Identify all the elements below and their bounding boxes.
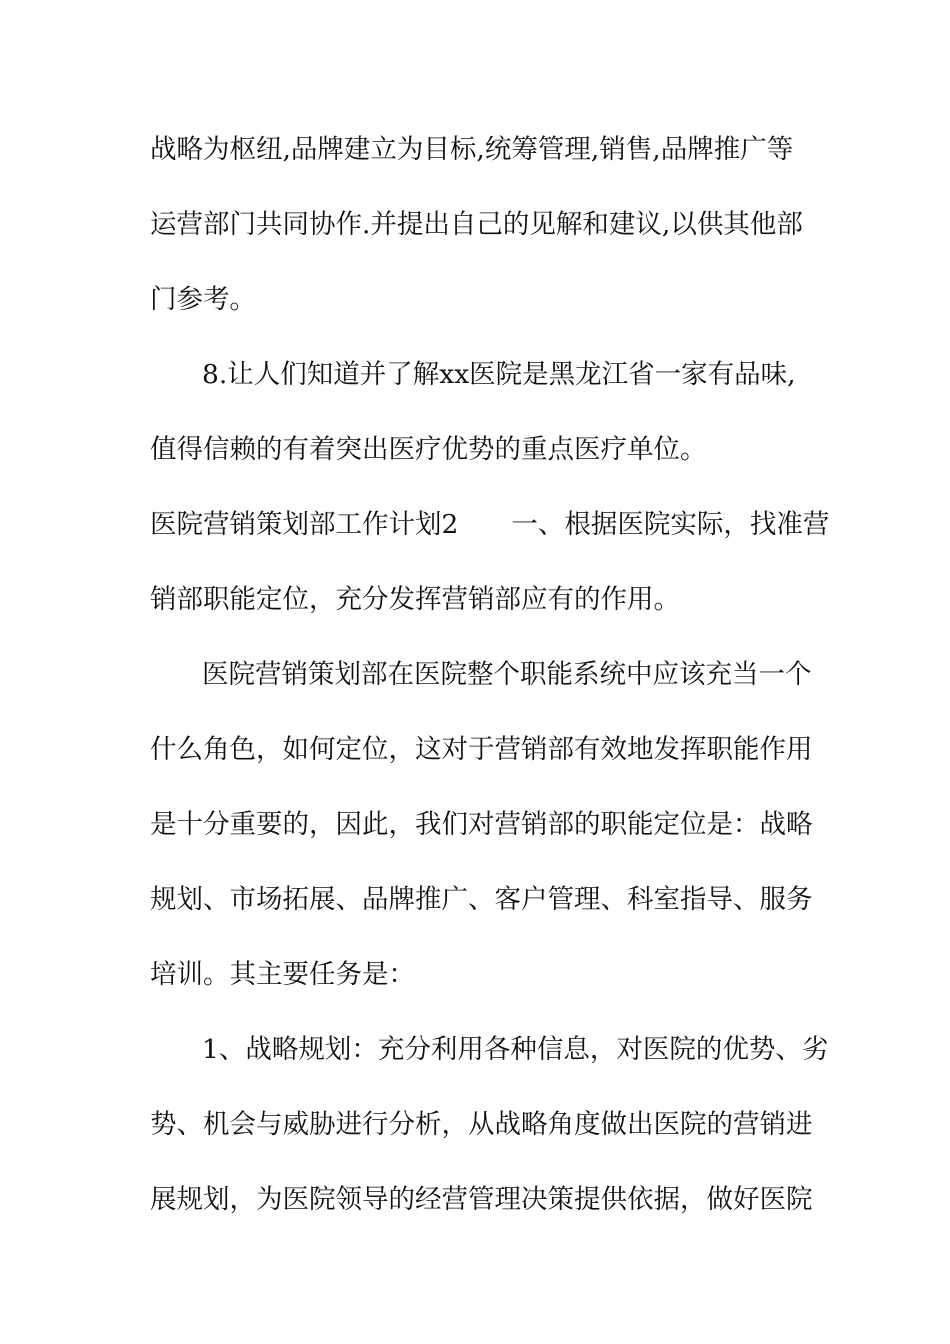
text-line: 运营部门共同协作.并提出自己的见解和建议,以供其他部 — [150, 209, 803, 240]
text-line: 什么角色，如何定位，这对于营销部有效地发挥职能作用 — [150, 734, 813, 765]
text-line: 销部职能定位，充分发挥营销部应有的作用。 — [150, 584, 680, 615]
text-line: 1、战略规划：充分利用各种信息，对医院的优势、劣 — [202, 1034, 829, 1065]
text-line: 规划、市场拓展、品牌推广、客户管理、科室指导、服务 — [150, 884, 813, 915]
text-line: 值得信赖的有着突出医疗优势的重点医疗单位。 — [150, 434, 707, 465]
text-line: 门参考。 — [150, 284, 256, 315]
text-line: 战略为枢纽,品牌建立为目标,统筹管理,销售,品牌推广等 — [150, 134, 794, 165]
text-line: 8.让人们知道并了解xx医院是黑龙江省一家有品味, — [202, 359, 796, 390]
section-heading-line: 医院营销策划部工作计划2 一、根据医院实际，找准营 — [150, 509, 830, 540]
text-line: 培训。其主要任务是： — [150, 959, 415, 990]
text-line: 医院营销策划部在医院整个职能系统中应该充当一个 — [202, 659, 812, 690]
text-line: 是十分重要的，因此，我们对营销部的职能定位是：战略 — [150, 809, 813, 840]
text-line: 势、机会与威胁进行分析，从战略角度做出医院的营销进 — [150, 1109, 813, 1140]
text-line: 展规划，为医院领导的经营管理决策提供依据，做好医院 — [150, 1184, 813, 1215]
